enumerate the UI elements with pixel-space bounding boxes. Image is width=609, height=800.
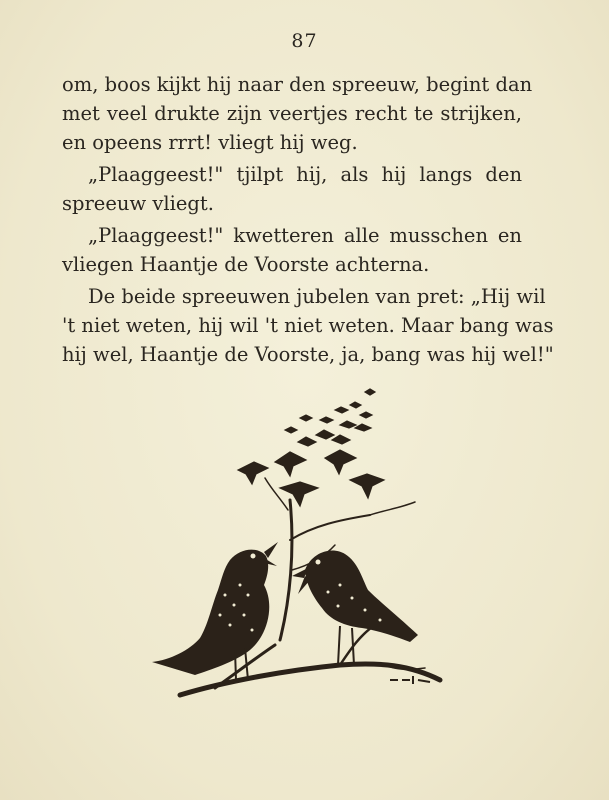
right-starling (292, 551, 418, 665)
text-line: vliegen Haantje de Voorste achterna. (62, 253, 430, 276)
paragraph-3 (62, 221, 522, 279)
text-line: en opeens rrrt! vliegt hij weg. (62, 131, 358, 154)
left-starling (152, 542, 278, 680)
paragraph-4 (62, 282, 554, 369)
starlings-drawing (140, 380, 460, 720)
body-text (62, 70, 554, 372)
text-line: 't niet weten, hij wil 't niet weten. Maar bang was (62, 314, 554, 337)
text-line: „Plaaggeest!" kwetteren alle musschen en (88, 224, 522, 247)
page-number: 87 (291, 30, 318, 52)
bird-illustration (140, 380, 460, 720)
paragraph-2 (62, 160, 522, 218)
branch (340, 625, 375, 665)
text-line: om, boos kijkt hij naar den spreeuw, begint dan (62, 73, 533, 96)
branch (265, 478, 288, 510)
text-line: hij wel, Haantje de Voorste, ja, bang was hij wel!" (62, 343, 554, 366)
text-line: „Plaaggeest!" tjilpt hij, als hij langs den (88, 163, 522, 186)
branch (370, 502, 415, 515)
text-line: De beide spreeuwen jubelen van pret: „Hij wil (88, 285, 546, 308)
paragraph-1 (62, 70, 533, 157)
text-line: spreeuw vliegt. (62, 192, 214, 215)
artist-monogram (390, 676, 430, 684)
branch (290, 515, 370, 540)
branch (280, 500, 292, 640)
text-line: met veel drukte zijn veertjes recht te strijken, (62, 102, 522, 125)
flying-sparrows (238, 389, 384, 506)
